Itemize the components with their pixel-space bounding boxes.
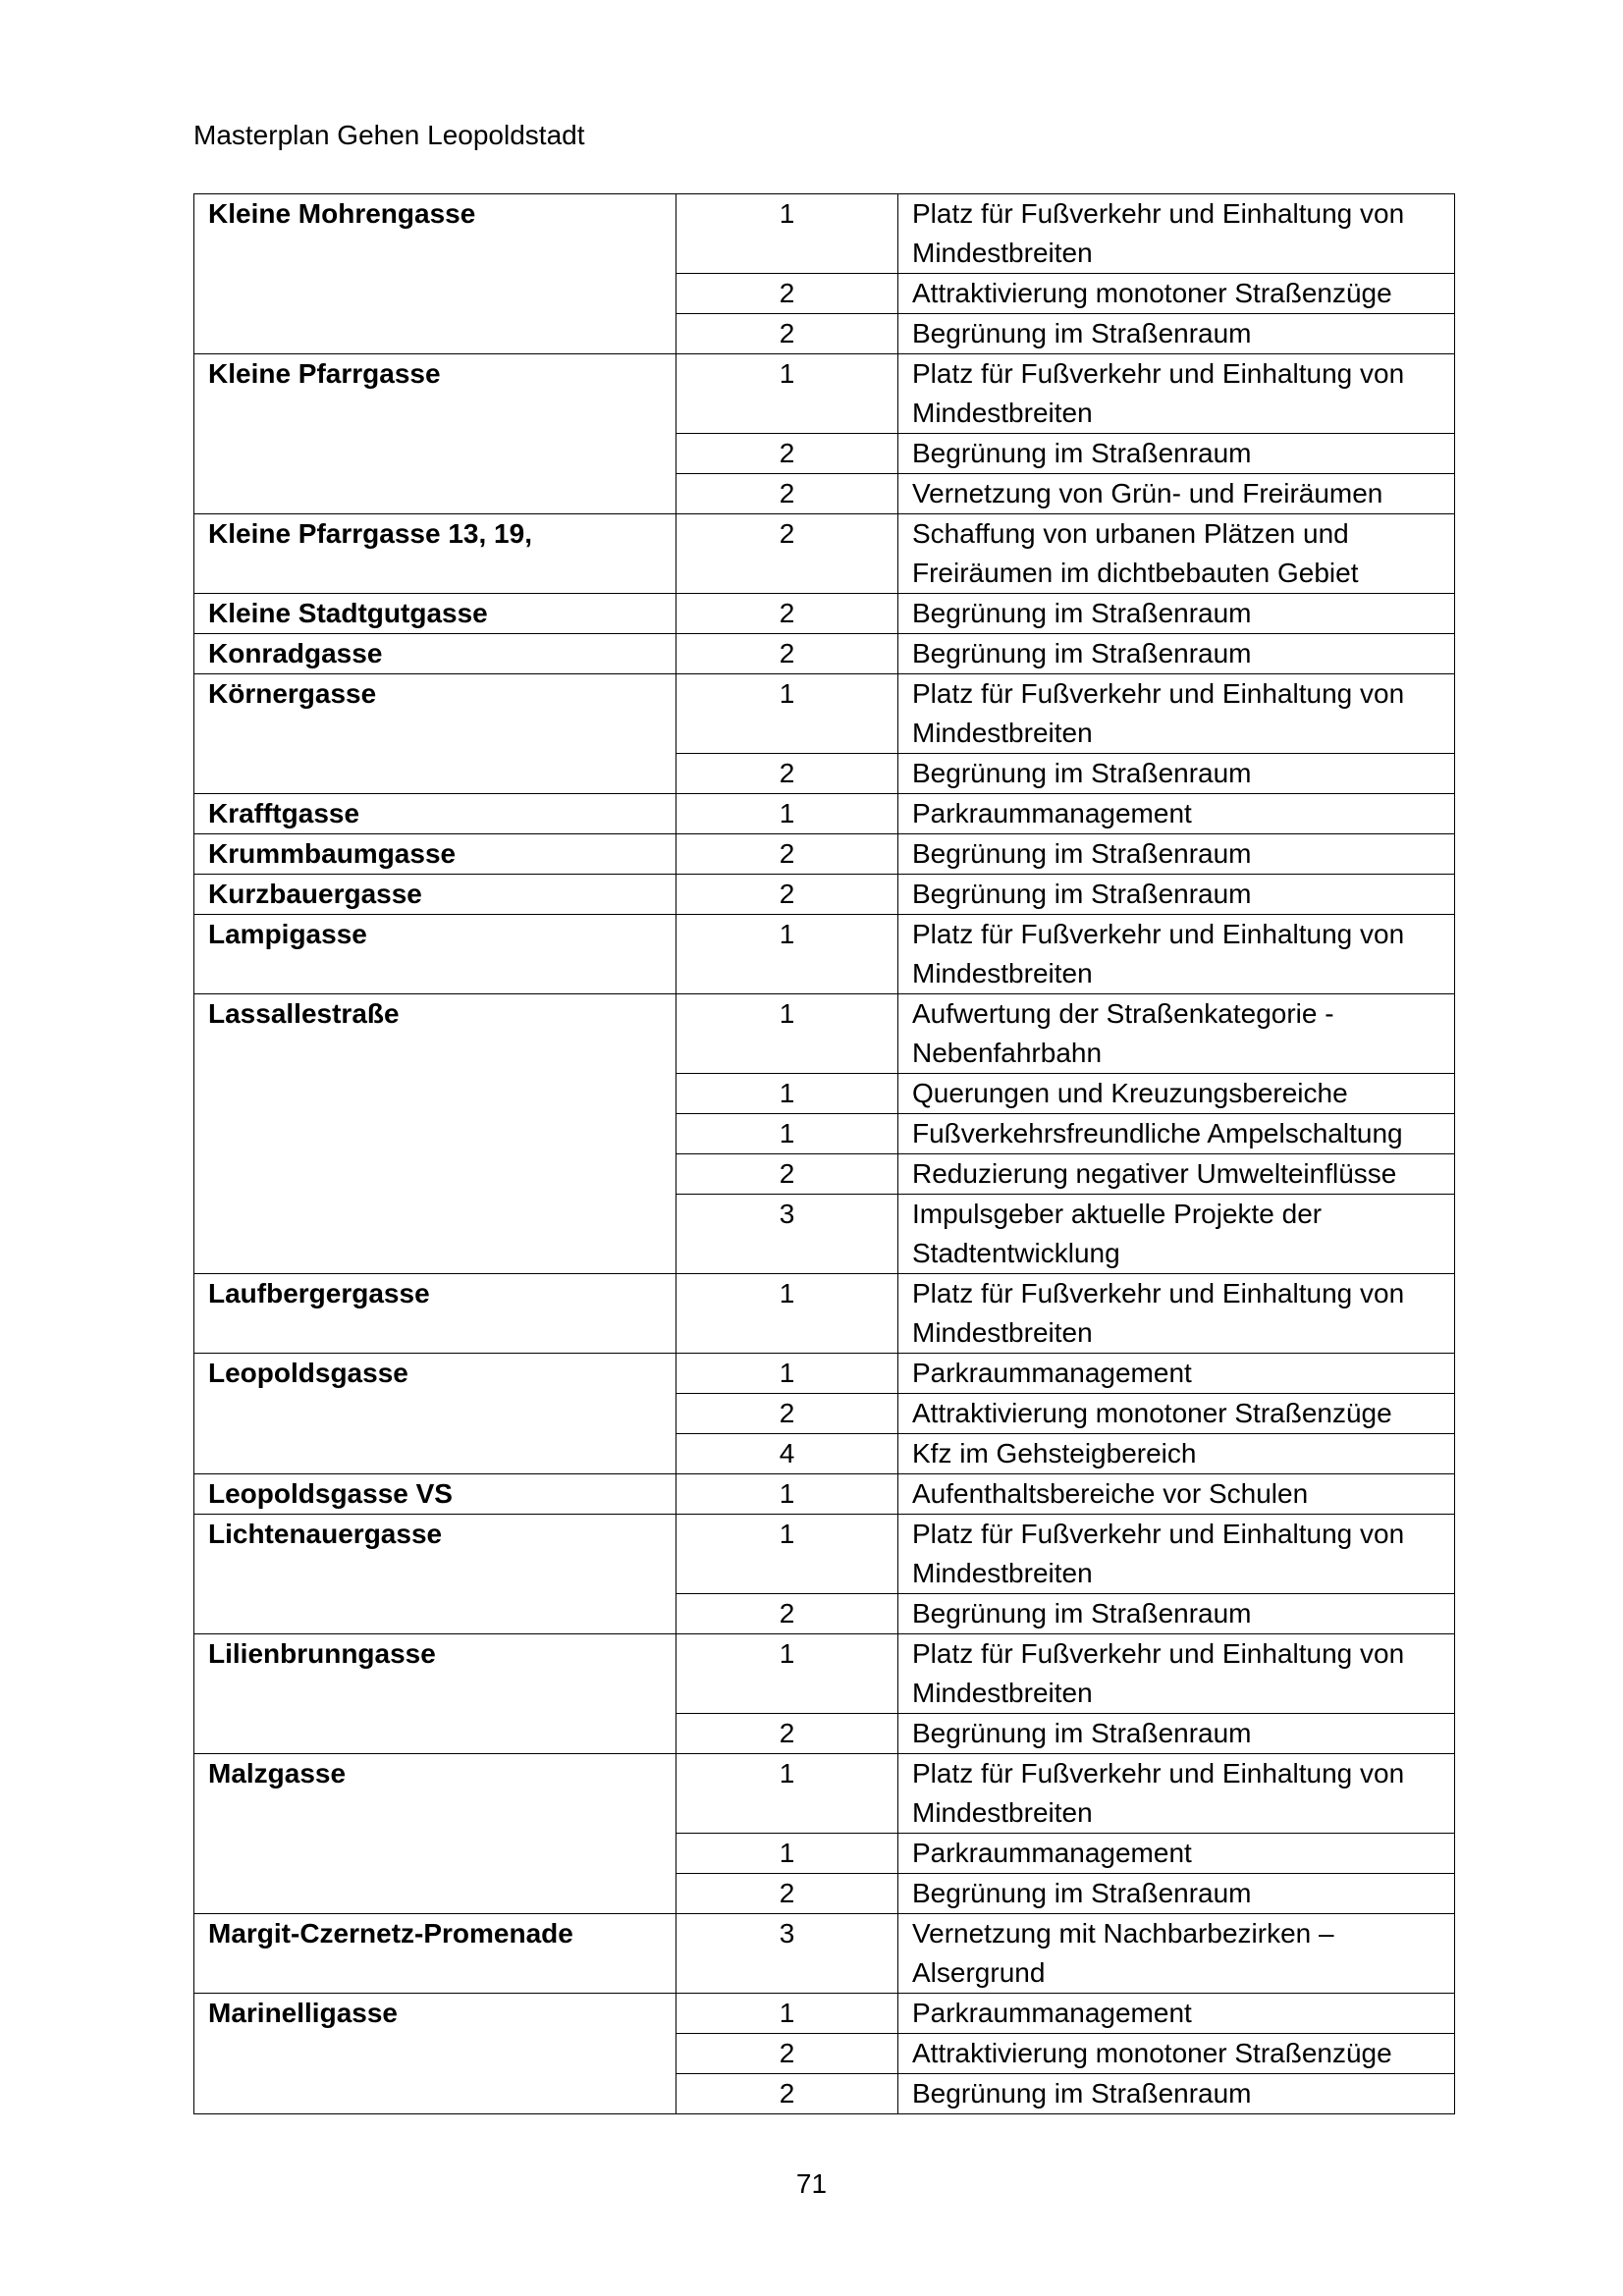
measure-cell: Kfz im Gehsteigbereich (898, 1434, 1455, 1474)
measure-cell: Schaffung von urbanen Plätzen und Freiräumen im dichtbebauten Gebiet (898, 514, 1455, 594)
measure-cell: Begrünung im Straßenraum (898, 1714, 1455, 1754)
table-row (194, 674, 1455, 754)
table-row (194, 514, 1455, 594)
priority-cell: 2 (676, 1394, 898, 1434)
measure-cell: Attraktivierung monotoner Straßenzüge (898, 1394, 1455, 1434)
priority-cell: 2 (676, 2034, 898, 2074)
priority-cell: 2 (676, 834, 898, 875)
street-name-cell: Kleine Pfarrgasse (194, 354, 676, 514)
street-name-cell: Laufbergergasse (194, 1274, 676, 1354)
priority-cell: 1 (676, 1515, 898, 1594)
measure-cell: Fußverkehrsfreundliche Ampelschaltung (898, 1114, 1455, 1154)
priority-cell: 1 (676, 354, 898, 434)
street-name-cell: Kleine Mohrengasse (194, 194, 676, 354)
priority-cell: 2 (676, 875, 898, 915)
priority-cell: 2 (676, 314, 898, 354)
table-row (194, 794, 1455, 834)
measure-cell: Vernetzung mit Nachbarbezirken – Alsergrund (898, 1914, 1455, 1994)
measure-cell: Platz für Fußverkehr und Einhaltung von Mindestbreiten (898, 354, 1455, 434)
priority-cell: 2 (676, 634, 898, 674)
measure-cell: Attraktivierung monotoner Straßenzüge (898, 2034, 1455, 2074)
page-number: 71 (795, 2168, 828, 2199)
measure-cell: Parkraummanagement (898, 1994, 1455, 2034)
measure-cell: Aufenthaltsbereiche vor Schulen (898, 1474, 1455, 1515)
priority-cell: 3 (676, 1195, 898, 1274)
street-name-cell: Konradgasse (194, 634, 676, 674)
table-row (194, 194, 1455, 274)
page-header: Masterplan Gehen Leopoldstadt (193, 120, 585, 150)
measure-cell: Begrünung im Straßenraum (898, 2074, 1455, 2114)
table-row (194, 354, 1455, 434)
measure-cell: Begrünung im Straßenraum (898, 834, 1455, 875)
priority-cell: 1 (676, 1354, 898, 1394)
measure-cell: Begrünung im Straßenraum (898, 314, 1455, 354)
street-name-cell: Lilienbrunngasse (194, 1634, 676, 1754)
table-row (194, 1754, 1455, 1834)
table-row (194, 1354, 1455, 1394)
measure-cell: Begrünung im Straßenraum (898, 1874, 1455, 1914)
priority-cell: 2 (676, 1714, 898, 1754)
priority-cell: 2 (676, 1154, 898, 1195)
measure-cell: Begrünung im Straßenraum (898, 1594, 1455, 1634)
priority-cell: 3 (676, 1914, 898, 1994)
street-name-cell: Kurzbauergasse (194, 875, 676, 915)
priority-cell: 1 (676, 1274, 898, 1354)
street-name-cell: Lassallestraße (194, 994, 676, 1274)
measure-cell: Platz für Fußverkehr und Einhaltung von Mindestbreiten (898, 1754, 1455, 1834)
measure-cell: Platz für Fußverkehr und Einhaltung von Mindestbreiten (898, 674, 1455, 754)
measure-cell: Begrünung im Straßenraum (898, 434, 1455, 474)
table-row (194, 634, 1455, 674)
street-name-cell: Leopoldsgasse VS (194, 1474, 676, 1515)
priority-cell: 2 (676, 1594, 898, 1634)
priority-cell: 1 (676, 994, 898, 1074)
measure-cell: Vernetzung von Grün- und Freiräumen (898, 474, 1455, 514)
priority-cell: 1 (676, 1074, 898, 1114)
priority-cell: 2 (676, 514, 898, 594)
measure-cell: Querungen und Kreuzungsbereiche (898, 1074, 1455, 1114)
street-name-cell: Kleine Stadtgutgasse (194, 594, 676, 634)
table-row (194, 875, 1455, 915)
priority-cell: 1 (676, 1754, 898, 1834)
priority-cell: 1 (676, 1634, 898, 1714)
priority-cell: 1 (676, 1114, 898, 1154)
measures-table (193, 193, 1455, 2114)
priority-cell: 2 (676, 434, 898, 474)
measure-cell: Impulsgeber aktuelle Projekte der Stadtentwicklung (898, 1195, 1455, 1274)
priority-cell: 2 (676, 594, 898, 634)
measure-cell: Reduzierung negativer Umwelteinflüsse (898, 1154, 1455, 1195)
table-row (194, 1474, 1455, 1515)
measure-cell: Platz für Fußverkehr und Einhaltung von Mindestbreiten (898, 1515, 1455, 1594)
measure-cell: Parkraummanagement (898, 794, 1455, 834)
priority-cell: 1 (676, 674, 898, 754)
measure-cell: Begrünung im Straßenraum (898, 875, 1455, 915)
street-name-cell: Malzgasse (194, 1754, 676, 1914)
measure-cell: Platz für Fußverkehr und Einhaltung von Mindestbreiten (898, 1274, 1455, 1354)
priority-cell: 1 (676, 1474, 898, 1515)
measure-cell: Begrünung im Straßenraum (898, 634, 1455, 674)
priority-cell: 1 (676, 1834, 898, 1874)
table-row (194, 915, 1455, 994)
priority-cell: 1 (676, 915, 898, 994)
street-name-cell: Lichtenauergasse (194, 1515, 676, 1634)
priority-cell: 2 (676, 1874, 898, 1914)
measure-cell: Attraktivierung monotoner Straßenzüge (898, 274, 1455, 314)
priority-cell: 2 (676, 474, 898, 514)
priority-cell: 4 (676, 1434, 898, 1474)
street-name-cell: Krafftgasse (194, 794, 676, 834)
measure-cell: Aufwertung der Straßenkategorie - Nebenfahrbahn (898, 994, 1455, 1074)
street-name-cell: Leopoldsgasse (194, 1354, 676, 1474)
street-name-cell: Lampigasse (194, 915, 676, 994)
street-name-cell: Krummbaumgasse (194, 834, 676, 875)
priority-cell: 2 (676, 274, 898, 314)
measure-cell: Platz für Fußverkehr und Einhaltung von Mindestbreiten (898, 915, 1455, 994)
table-row (194, 594, 1455, 634)
street-name-cell: Marinelligasse (194, 1994, 676, 2114)
table-row (194, 1515, 1455, 1594)
priority-cell: 2 (676, 2074, 898, 2114)
priority-cell: 2 (676, 754, 898, 794)
measure-cell: Parkraummanagement (898, 1834, 1455, 1874)
table-row (194, 1914, 1455, 1994)
priority-cell: 1 (676, 194, 898, 274)
table-row (194, 1994, 1455, 2034)
table-row (194, 994, 1455, 1074)
priority-cell: 1 (676, 1994, 898, 2034)
measure-cell: Platz für Fußverkehr und Einhaltung von Mindestbreiten (898, 1634, 1455, 1714)
measure-cell: Begrünung im Straßenraum (898, 754, 1455, 794)
table-row (194, 1274, 1455, 1354)
table-row (194, 1634, 1455, 1714)
table-row (194, 834, 1455, 875)
street-name-cell: Körnergasse (194, 674, 676, 794)
measure-cell: Begrünung im Straßenraum (898, 594, 1455, 634)
measure-cell: Parkraummanagement (898, 1354, 1455, 1394)
measure-cell: Platz für Fußverkehr und Einhaltung von Mindestbreiten (898, 194, 1455, 274)
street-name-cell: Margit-Czernetz-Promenade (194, 1914, 676, 1994)
priority-cell: 1 (676, 794, 898, 834)
street-name-cell: Kleine Pfarrgasse 13, 19, (194, 514, 676, 594)
